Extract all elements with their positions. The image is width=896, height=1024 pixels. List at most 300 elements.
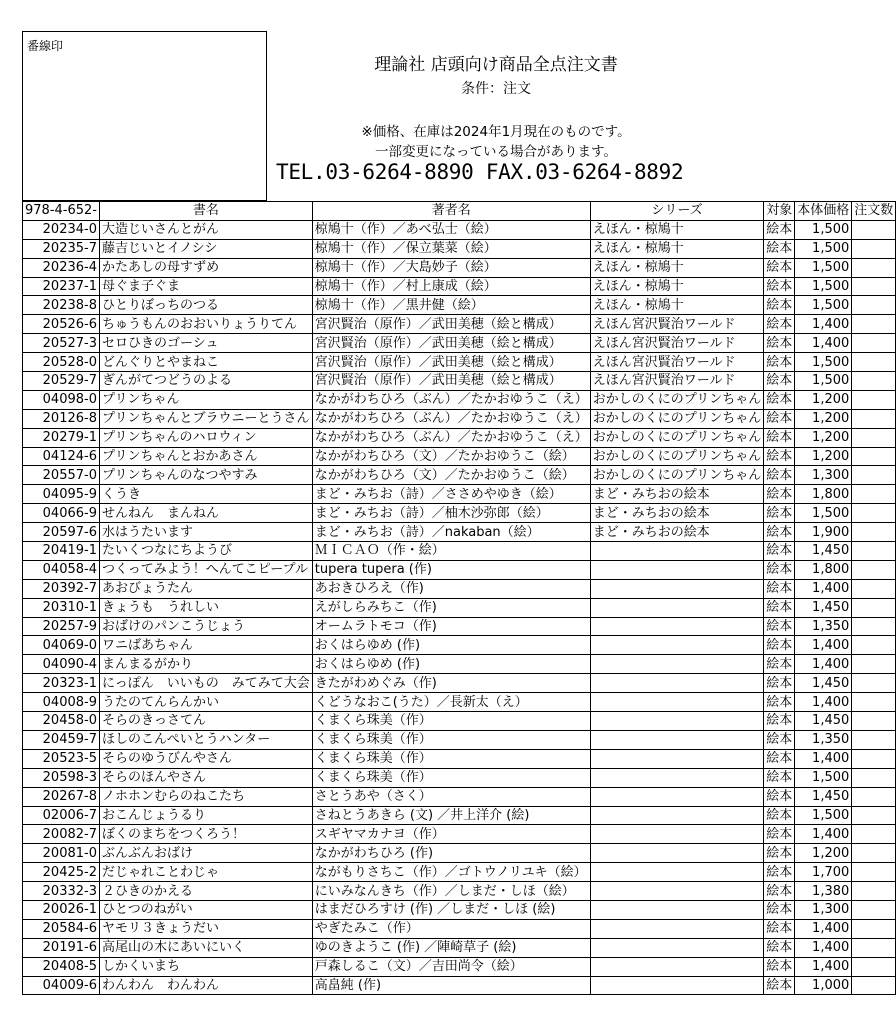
cell-qty[interactable] <box>852 938 896 957</box>
cell-type: 絵本 <box>764 372 795 391</box>
cell-series: おかしのくにのプリンちゃん <box>590 428 763 447</box>
cell-isbn: 20459-7 <box>23 730 100 749</box>
cell-type: 絵本 <box>764 560 795 579</box>
cell-price: 1,400 <box>795 938 852 957</box>
cell-price: 1,500 <box>795 353 852 372</box>
cell-series <box>590 957 763 976</box>
cell-isbn: 04009-6 <box>23 976 100 995</box>
table-row <box>23 560 896 579</box>
table-row <box>23 239 896 258</box>
cell-author: やぎたみこ（作） <box>312 919 590 938</box>
cell-series: おかしのくにのプリンちゃん <box>590 466 763 485</box>
contact-numbers: TEL.03-6264-8890 FAX.03-6264-8892 <box>276 160 684 184</box>
cell-isbn: 20310-1 <box>23 598 100 617</box>
table-row <box>23 353 896 372</box>
cell-isbn: 20557-0 <box>23 466 100 485</box>
cell-qty[interactable] <box>852 315 896 334</box>
cell-type: 絵本 <box>764 277 795 296</box>
cell-series <box>590 882 763 901</box>
cell-title: まんまるがかり <box>99 655 312 674</box>
header-title: 書名 <box>99 202 312 221</box>
cell-type: 絵本 <box>764 957 795 976</box>
cell-price: 1,900 <box>795 523 852 542</box>
cell-isbn: 20458-0 <box>23 712 100 731</box>
cell-qty[interactable] <box>852 976 896 995</box>
cell-type: 絵本 <box>764 409 795 428</box>
cell-title: 高尾山の木にあいにいく <box>99 938 312 957</box>
cell-author: ながもりさちこ（作）／ゴトウノリユキ（絵） <box>312 863 590 882</box>
cell-title: ぎんがてつどうのよる <box>99 372 312 391</box>
table-row <box>23 787 896 806</box>
cell-series: まど・みちおの絵本 <box>590 504 763 523</box>
stamp-label: 番線印 <box>27 39 64 53</box>
cell-isbn: 04069-0 <box>23 636 100 655</box>
cell-isbn: 20082-7 <box>23 825 100 844</box>
price-note: ※価格、在庫は2024年1月現在のものです。 <box>361 124 631 140</box>
cell-price: 1,400 <box>795 749 852 768</box>
cell-price: 1,200 <box>795 409 852 428</box>
table-row <box>23 806 896 825</box>
cell-series <box>590 919 763 938</box>
cell-title: ぼくのまちをつくろう！ <box>99 825 312 844</box>
cell-qty[interactable] <box>852 560 896 579</box>
cell-isbn: 02006-7 <box>23 806 100 825</box>
cell-price: 1,450 <box>795 542 852 561</box>
cell-qty[interactable] <box>852 900 896 919</box>
cell-qty[interactable] <box>852 239 896 258</box>
cell-price: 1,500 <box>795 220 852 239</box>
cell-qty[interactable] <box>852 466 896 485</box>
cell-series <box>590 674 763 693</box>
table-row <box>23 655 896 674</box>
cell-isbn: 20126-8 <box>23 409 100 428</box>
cell-qty[interactable] <box>852 447 896 466</box>
cell-series <box>590 655 763 674</box>
cell-author: くまくら珠美（作） <box>312 712 590 731</box>
cell-price: 1,450 <box>795 712 852 731</box>
cell-series <box>590 560 763 579</box>
cell-author: オームラトモコ（作) <box>312 617 590 636</box>
cell-isbn: 20236-4 <box>23 258 100 277</box>
cell-qty[interactable] <box>852 636 896 655</box>
cell-author: なかがわちひろ（文）／たかおゆうこ（絵） <box>312 466 590 485</box>
cell-author: まど・みちお（詩）／nakaban（絵） <box>312 523 590 542</box>
cell-price: 1,400 <box>795 957 852 976</box>
cell-title: プリンちゃんのハロウィン <box>99 428 312 447</box>
cell-price: 1,500 <box>795 372 852 391</box>
cell-author: あおきひろえ（作) <box>312 579 590 598</box>
cell-type: 絵本 <box>764 258 795 277</box>
cell-type: 絵本 <box>764 542 795 561</box>
cell-isbn: 20235-7 <box>23 239 100 258</box>
cell-isbn: 20598-3 <box>23 768 100 787</box>
cell-author: ゆのきようこ (作) ／陣崎草子 (絵) <box>312 938 590 957</box>
table-row <box>23 598 896 617</box>
table-row <box>23 447 896 466</box>
cell-title: せんねん まんねん <box>99 504 312 523</box>
cell-title: ２ひきのかえる <box>99 882 312 901</box>
table-row <box>23 636 896 655</box>
cell-title: そらのほんやさん <box>99 768 312 787</box>
cell-series: まど・みちおの絵本 <box>590 523 763 542</box>
cell-type: 絵本 <box>764 636 795 655</box>
cell-qty[interactable] <box>852 806 896 825</box>
table-row <box>23 617 896 636</box>
cell-price: 1,500 <box>795 504 852 523</box>
cell-series <box>590 712 763 731</box>
cell-series <box>590 806 763 825</box>
cell-title: うたのてんらんかい <box>99 693 312 712</box>
cell-price: 1,500 <box>795 768 852 787</box>
header-author: 著者名 <box>312 202 590 221</box>
cell-isbn: 20257-9 <box>23 617 100 636</box>
cell-type: 絵本 <box>764 674 795 693</box>
table-row <box>23 428 896 447</box>
header-isbn: 978-4-652- <box>23 202 100 221</box>
cell-series <box>590 598 763 617</box>
cell-isbn: 04058-4 <box>23 560 100 579</box>
cell-author: 宮沢賢治（原作）／武田美穂（絵と構成） <box>312 334 590 353</box>
table-row <box>23 277 896 296</box>
cell-series <box>590 976 763 995</box>
cell-isbn: 20526-6 <box>23 315 100 334</box>
cell-type: 絵本 <box>764 900 795 919</box>
cell-isbn: 20323-1 <box>23 674 100 693</box>
cell-type: 絵本 <box>764 919 795 938</box>
cell-series <box>590 636 763 655</box>
cell-series: おかしのくにのプリンちゃん <box>590 409 763 428</box>
table-row <box>23 768 896 787</box>
cell-type: 絵本 <box>764 844 795 863</box>
cell-qty[interactable] <box>852 409 896 428</box>
cell-isbn: 20332-3 <box>23 882 100 901</box>
cell-qty[interactable] <box>852 674 896 693</box>
cell-qty[interactable] <box>852 787 896 806</box>
cell-isbn: 04066-9 <box>23 504 100 523</box>
cell-type: 絵本 <box>764 579 795 598</box>
cell-title: ノホホンむらのねこたち <box>99 787 312 806</box>
cell-qty[interactable] <box>852 523 896 542</box>
cell-title: あおびょうたん <box>99 579 312 598</box>
cell-qty[interactable] <box>852 277 896 296</box>
cell-title: ぶんぶんおばけ <box>99 844 312 863</box>
cell-series <box>590 730 763 749</box>
cell-title: プリンちゃんとおかあさん <box>99 447 312 466</box>
table-header-row <box>23 202 896 221</box>
cell-series: えほん宮沢賢治ワールド <box>590 353 763 372</box>
cell-qty[interactable] <box>852 334 896 353</box>
cell-type: 絵本 <box>764 693 795 712</box>
cell-isbn: 20584-6 <box>23 919 100 938</box>
order-table <box>22 201 896 995</box>
cell-type: 絵本 <box>764 334 795 353</box>
cell-isbn: 04090-4 <box>23 655 100 674</box>
cell-type: 絵本 <box>764 485 795 504</box>
cell-series <box>590 768 763 787</box>
cell-price: 1,500 <box>795 806 852 825</box>
cell-title: にっぽん いいもの みてみて大会 <box>99 674 312 693</box>
cell-title: 藤吉じいとイノシシ <box>99 239 312 258</box>
cell-author: 椋鳩十（作）／あべ弘士（絵） <box>312 220 590 239</box>
header-series: シリーズ <box>590 202 763 221</box>
cell-title: セロひきのゴーシュ <box>99 334 312 353</box>
cell-qty[interactable] <box>852 296 896 315</box>
cell-author: くまくら珠美（作） <box>312 730 590 749</box>
table-row <box>23 882 896 901</box>
cell-author: 椋鳩十（作）／大島妙子（絵） <box>312 258 590 277</box>
cell-series: えほん宮沢賢治ワールド <box>590 334 763 353</box>
cell-price: 1,500 <box>795 277 852 296</box>
cell-type: 絵本 <box>764 598 795 617</box>
table-row <box>23 674 896 693</box>
cell-type: 絵本 <box>764 239 795 258</box>
cell-title: おこんじょうるり <box>99 806 312 825</box>
cell-series: えほん・椋鳩十 <box>590 220 763 239</box>
cell-isbn: 04095-9 <box>23 485 100 504</box>
cell-qty[interactable] <box>852 768 896 787</box>
cell-type: 絵本 <box>764 655 795 674</box>
cell-isbn: 04098-0 <box>23 390 100 409</box>
cell-author: 戸森しるこ（文）／吉田尚令（絵） <box>312 957 590 976</box>
cell-author: なかがわちひろ（ぶん）／たかおゆうこ（え） <box>312 428 590 447</box>
cell-title: わんわん わんわん <box>99 976 312 995</box>
table-row <box>23 315 896 334</box>
cell-qty[interactable] <box>852 353 896 372</box>
cell-type: 絵本 <box>764 220 795 239</box>
cell-title: ちゅうもんのおおいりょうりてん <box>99 315 312 334</box>
table-row <box>23 712 896 731</box>
cell-title: しかくいまち <box>99 957 312 976</box>
cell-type: 絵本 <box>764 617 795 636</box>
cell-price: 1,450 <box>795 598 852 617</box>
cell-series: おかしのくにのプリンちゃん <box>590 390 763 409</box>
cell-isbn: 20425-2 <box>23 863 100 882</box>
cell-price: 1,350 <box>795 617 852 636</box>
cell-author: くまくら珠美（作） <box>312 768 590 787</box>
cell-qty[interactable] <box>852 617 896 636</box>
cell-author: なかがわちひろ (作) <box>312 844 590 863</box>
cell-author: スギヤマカナヨ（作） <box>312 825 590 844</box>
cell-price: 1,700 <box>795 863 852 882</box>
cell-isbn: 20597-6 <box>23 523 100 542</box>
cell-series <box>590 579 763 598</box>
cell-type: 絵本 <box>764 315 795 334</box>
cell-type: 絵本 <box>764 447 795 466</box>
cell-qty[interactable] <box>852 919 896 938</box>
cell-qty[interactable] <box>852 542 896 561</box>
cell-type: 絵本 <box>764 730 795 749</box>
table-row <box>23 220 896 239</box>
cell-author: はまだひろすけ (作) ／しまだ・しほ (絵) <box>312 900 590 919</box>
cell-isbn: 20238-8 <box>23 296 100 315</box>
change-note: 一部変更になっている場合があります。 <box>375 144 617 160</box>
cell-series: えほん・椋鳩十 <box>590 258 763 277</box>
cell-series <box>590 542 763 561</box>
cell-type: 絵本 <box>764 296 795 315</box>
cell-title: ほしのこんぺいとうハンター <box>99 730 312 749</box>
cell-isbn: 04124-6 <box>23 447 100 466</box>
cell-isbn: 20392-7 <box>23 579 100 598</box>
cell-isbn: 20523-5 <box>23 749 100 768</box>
cell-author: 宮沢賢治（原作）／武田美穂（絵と構成） <box>312 372 590 391</box>
cell-series <box>590 844 763 863</box>
cell-price: 1,200 <box>795 390 852 409</box>
document-title: 理論社 店頭向け商品全点注文書 <box>374 55 618 75</box>
cell-author: きたがわめぐみ（作) <box>312 674 590 693</box>
cell-title: くうき <box>99 485 312 504</box>
cell-qty[interactable] <box>852 957 896 976</box>
cell-price: 1,400 <box>795 919 852 938</box>
table-row <box>23 409 896 428</box>
cell-series <box>590 825 763 844</box>
cell-price: 1,350 <box>795 730 852 749</box>
cell-isbn: 20528-0 <box>23 353 100 372</box>
table-row <box>23 693 896 712</box>
cell-price: 1,300 <box>795 900 852 919</box>
cell-author: 宮沢賢治（原作）／武田美穂（絵と構成） <box>312 353 590 372</box>
cell-author: なかがわちひろ（ぶん）／たかおゆうこ（え） <box>312 390 590 409</box>
cell-qty[interactable] <box>852 485 896 504</box>
cell-author: さとうあや（さく） <box>312 787 590 806</box>
cell-series: えほん・椋鳩十 <box>590 239 763 258</box>
cell-isbn: 20419-1 <box>23 542 100 561</box>
cell-isbn: 20191-6 <box>23 938 100 957</box>
cell-qty[interactable] <box>852 258 896 277</box>
cell-qty[interactable] <box>852 863 896 882</box>
cell-series <box>590 693 763 712</box>
cell-price: 1,400 <box>795 655 852 674</box>
cell-qty[interactable] <box>852 655 896 674</box>
cell-qty[interactable] <box>852 390 896 409</box>
cell-isbn: 20237-1 <box>23 277 100 296</box>
table-row <box>23 938 896 957</box>
cell-price: 1,300 <box>795 466 852 485</box>
table-row <box>23 390 896 409</box>
cell-qty[interactable] <box>852 712 896 731</box>
cell-title: 母ぐま子ぐま <box>99 277 312 296</box>
cell-author: 椋鳩十（作）／黒井健（絵） <box>312 296 590 315</box>
cell-type: 絵本 <box>764 712 795 731</box>
cell-qty[interactable] <box>852 825 896 844</box>
cell-qty[interactable] <box>852 693 896 712</box>
cell-title: ひとりぼっちのつる <box>99 296 312 315</box>
cell-series: まど・みちおの絵本 <box>590 485 763 504</box>
cell-qty[interactable] <box>852 579 896 598</box>
cell-qty[interactable] <box>852 882 896 901</box>
cell-isbn: 20267-8 <box>23 787 100 806</box>
cell-series <box>590 900 763 919</box>
cell-qty[interactable] <box>852 598 896 617</box>
cell-type: 絵本 <box>764 976 795 995</box>
cell-price: 1,400 <box>795 825 852 844</box>
order-condition: 条件：注文 <box>461 81 531 97</box>
table-row <box>23 579 896 598</box>
cell-series <box>590 787 763 806</box>
cell-price: 1,400 <box>795 334 852 353</box>
cell-title: たいくつなにちようび <box>99 542 312 561</box>
table-row <box>23 863 896 882</box>
cell-qty[interactable] <box>852 730 896 749</box>
cell-price: 1,500 <box>795 296 852 315</box>
cell-qty[interactable] <box>852 372 896 391</box>
cell-type: 絵本 <box>764 523 795 542</box>
cell-title: そらのゆうびんやさん <box>99 749 312 768</box>
cell-isbn: 20279-1 <box>23 428 100 447</box>
cell-author: えがしらみちこ（作) <box>312 598 590 617</box>
header-price: 本体価格 <box>795 202 852 221</box>
cell-type: 絵本 <box>764 428 795 447</box>
table-row <box>23 900 896 919</box>
cell-price: 1,500 <box>795 239 852 258</box>
cell-author: さねとうあきら (文) ／井上洋介 (絵) <box>312 806 590 825</box>
cell-qty[interactable] <box>852 220 896 239</box>
cell-type: 絵本 <box>764 882 795 901</box>
cell-type: 絵本 <box>764 863 795 882</box>
cell-series: おかしのくにのプリンちゃん <box>590 447 763 466</box>
cell-series <box>590 749 763 768</box>
cell-author: 椋鳩十（作）／保立葉菜（絵） <box>312 239 590 258</box>
cell-price: 1,400 <box>795 693 852 712</box>
table-row <box>23 825 896 844</box>
cell-price: 1,400 <box>795 579 852 598</box>
cell-type: 絵本 <box>764 504 795 523</box>
cell-isbn: 20081-0 <box>23 844 100 863</box>
cell-type: 絵本 <box>764 466 795 485</box>
table-row <box>23 504 896 523</box>
cell-author: なかがわちひろ（ぶん）／たかおゆうこ（え） <box>312 409 590 428</box>
cell-isbn: 20026-1 <box>23 900 100 919</box>
cell-isbn: 20527-3 <box>23 334 100 353</box>
cell-qty[interactable] <box>852 844 896 863</box>
cell-title: ひとつのねがい <box>99 900 312 919</box>
cell-author: まど・みちお（詩）／ささめやゆき（絵） <box>312 485 590 504</box>
cell-qty[interactable] <box>852 749 896 768</box>
cell-qty[interactable] <box>852 504 896 523</box>
cell-isbn: 04008-9 <box>23 693 100 712</box>
cell-title: プリンちゃんのなつやすみ <box>99 466 312 485</box>
table-row <box>23 844 896 863</box>
cell-title: ワニばあちゃん <box>99 636 312 655</box>
cell-qty[interactable] <box>852 428 896 447</box>
cell-author: まど・みちお（詩）／柚木沙弥郎（絵） <box>312 504 590 523</box>
cell-author: tupera tupera (作) <box>312 560 590 579</box>
cell-price: 1,500 <box>795 258 852 277</box>
cell-author: 椋鳩十（作）／村上康成（絵） <box>312 277 590 296</box>
header-qty: 注文数 <box>852 202 896 221</box>
table-row <box>23 523 896 542</box>
cell-author: くどうなおこ(うた）／長新太（え） <box>312 693 590 712</box>
cell-price: 1,400 <box>795 636 852 655</box>
cell-price: 1,200 <box>795 447 852 466</box>
table-row <box>23 730 896 749</box>
table-row <box>23 976 896 995</box>
cell-price: 1,200 <box>795 844 852 863</box>
cell-price: 1,450 <box>795 674 852 693</box>
cell-type: 絵本 <box>764 825 795 844</box>
cell-title: プリンちゃん <box>99 390 312 409</box>
cell-author: なかがわちひろ（文）／たかおゆうこ（絵） <box>312 447 590 466</box>
cell-title: かたあしの母すずめ <box>99 258 312 277</box>
cell-price: 1,200 <box>795 428 852 447</box>
cell-price: 1,800 <box>795 485 852 504</box>
cell-title: おばけのパンこうじょう <box>99 617 312 636</box>
cell-author: 高畠純 (作) <box>312 976 590 995</box>
header-type: 対象 <box>764 202 795 221</box>
cell-isbn: 20234-0 <box>23 220 100 239</box>
cell-price: 1,380 <box>795 882 852 901</box>
cell-title: 大造じいさんとがん <box>99 220 312 239</box>
table-row <box>23 296 896 315</box>
